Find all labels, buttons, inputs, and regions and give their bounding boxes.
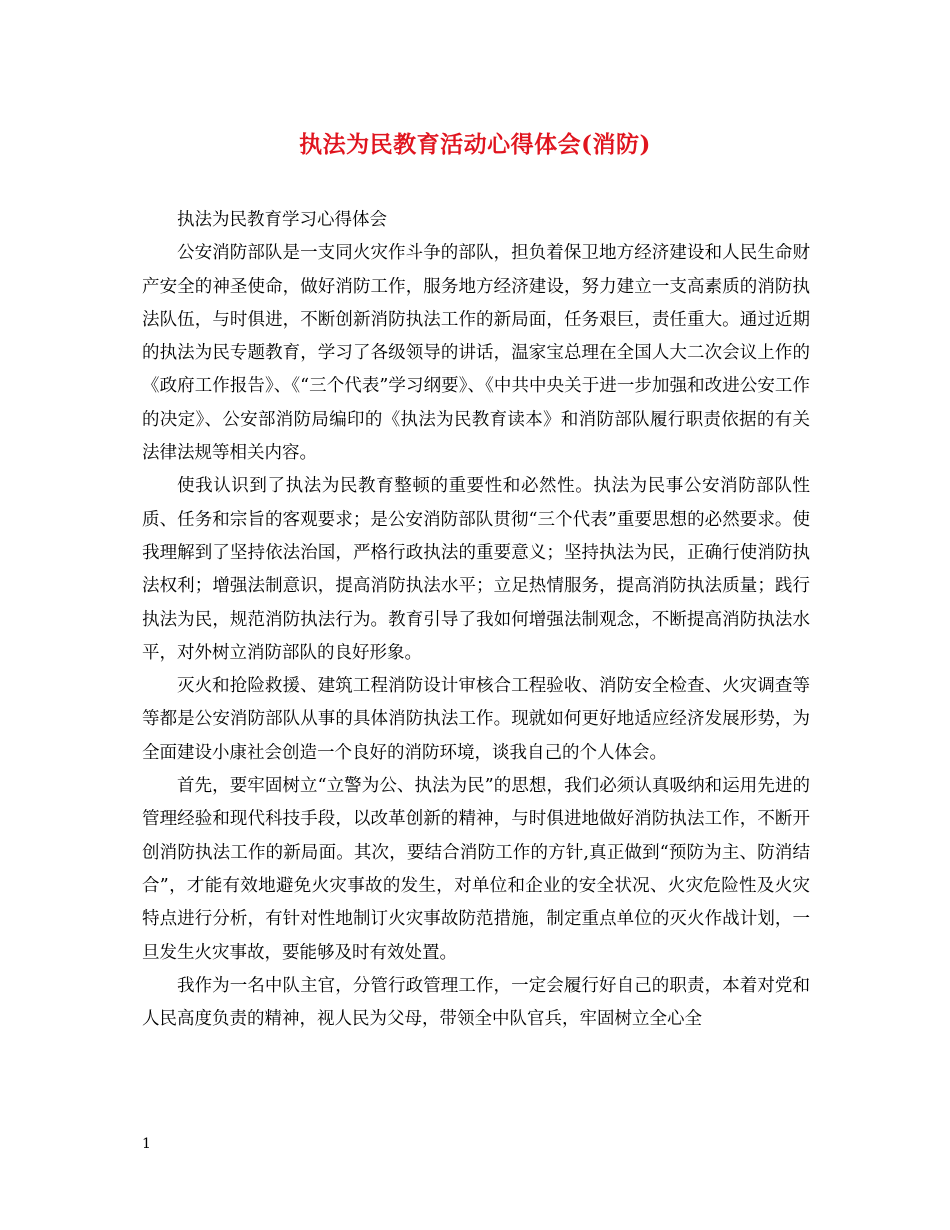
paragraph: 我作为一名中队主官，分管行政管理工作，一定会履行好自己的职责，本着对党和人民高度负责的精神，视人民为父母，带领全中队官兵，牢固树立全心全 <box>142 975 810 1030</box>
paragraph: 使我认识到了执法为民教育整顿的重要性和必然性。执法为民事公安消防部队性质、任务和宗旨的客观要求；是公安消防部队贯彻“三个代表”重要思想的必然要求。使我理解到了坚持依法治国，严格行政执法的重要意义；坚持执法为民，正确行使消防执法权利；增强法制意识，提高消防执法水平；立足热情服务，提高消防执法质量；践行执法为民，规范消防执法行为。教育引导了我如何增强法制观念，不断提高消防执法水平，对外树立消防部队的良好形象。 <box>142 476 810 663</box>
paragraph: 首先，要牢固树立“立警为公、执法为民”的思想，我们必须认真吸纳和运用先进的管理经验和现代科技手段，以改革创新的精神，与时俱进地做好消防执法工作，不断开创消防执法工作的新局面。其次，要结合消防工作的方针,真正做到“预防为主、防消结合”，才能有效地避免火灾事故的发生，对单位和企业的安全状况、火灾危险性及火灾特点进行分析，有针对性地制订火灾事故防范措施，制定重点单位的灭火作战计划，一旦发生火灾事故，要能够及时有效处置。 <box>142 776 810 963</box>
paragraph: 灭火和抢险救援、建筑工程消防设计审核合工程验收、消防安全检查、火灾调查等等都是公安消防部队从事的具体消防执法工作。现就如何更好地适应经济发展形势，为全面建设小康社会创造一个良好的消防环境，谈我自己的个人体会。 <box>142 676 810 763</box>
paragraph-subtitle: 执法为民教育学习心得体会 <box>177 210 387 230</box>
page-number: 1 <box>142 1136 151 1152</box>
document-body <box>142 204 810 1036</box>
document-title: 执法为民教育活动心得体会(消防) <box>299 131 651 158</box>
paragraph: 公安消防部队是一支同火灾作斗争的部队，担负着保卫地方经济建设和人民生命财产安全的神圣使命，做好消防工作，服务地方经济建设，努力建立一支高素质的消防执法队伍，与时俱进，不断创新消防执法工作的新局面，任务艰巨，责任重大。通过近期的执法为民专题教育，学习了各级领导的讲话，温家宝总理在全国人大二次会议上作的《政府工作报告》、《“三个代表”学习纲要》、《中共中央关于进一步加强和改进公安工作的决定》、公安部消防局编印的《执法为民教育读本》和消防部队履行职责依据的有关法律法规等相关内容。 <box>142 243 810 464</box>
